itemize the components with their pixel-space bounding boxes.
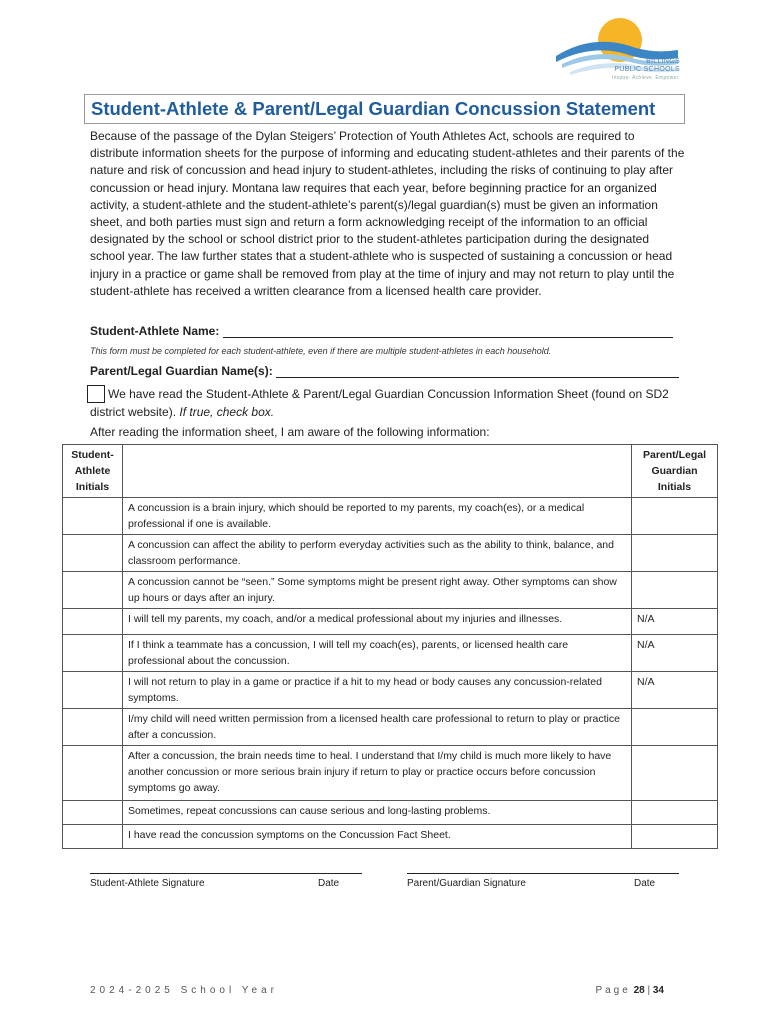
statement-cell: I have read the concussion symptoms on the Concussion Fact Sheet.: [123, 825, 632, 849]
table-header-row: [63, 445, 718, 498]
form-note: This form must be completed for each student-athlete, even if there are multiple student-athletes in each household.: [90, 346, 552, 356]
student-initials-cell[interactable]: [63, 672, 123, 709]
parent-initials-cell: N/A: [632, 635, 718, 672]
after-reading-text: After reading the information sheet, I am aware of the following information:: [90, 425, 490, 439]
student-initials-cell[interactable]: [63, 801, 123, 825]
student-initials-cell[interactable]: [63, 535, 123, 572]
student-initials-cell[interactable]: [63, 498, 123, 535]
table-row: [63, 535, 718, 572]
student-initials-cell[interactable]: [63, 709, 123, 746]
table-row: [63, 498, 718, 535]
statement-cell: If I think a teammate has a concussion, I will tell my coach(es), parents, or licensed health care professional about the concussion.: [123, 635, 632, 672]
table-row: [63, 635, 718, 672]
header-line: Student-: [71, 449, 114, 461]
statement-cell: I/my child will need written permission from a licensed health care professional to return to play or practice after a concussion.: [123, 709, 632, 746]
student-initials-cell[interactable]: [63, 572, 123, 609]
footer-school-year: 2024-2025 School Year: [90, 985, 278, 996]
header-line: Athlete: [74, 465, 111, 477]
parent-initials-cell[interactable]: [632, 746, 718, 801]
statement-cell: A concussion cannot be “seen.” Some symptoms might be present right away. Other symptoms can show up hours or days after an injury.: [123, 572, 632, 609]
logo-text: [600, 58, 680, 82]
table-row: [63, 572, 718, 609]
logo-tagline: Inspire. Achieve. Empower.: [611, 75, 680, 81]
checkbox-text: We have read the Student-Athlete & Parent/Legal Guardian Concussion Information Sheet (found on SD2 district website).: [90, 387, 669, 419]
parent-initials-cell[interactable]: [632, 535, 718, 572]
parent-initials-header: [632, 445, 718, 498]
parent-initials-cell: N/A: [632, 672, 718, 709]
footer-page-number: Page 28 | 34: [595, 985, 664, 996]
student-initials-header: [63, 445, 123, 498]
page-total: 34: [652, 985, 664, 996]
header-line: Initials: [657, 481, 692, 493]
parent-initials-cell[interactable]: [632, 801, 718, 825]
statement-header: [123, 445, 632, 498]
student-initials-cell[interactable]: [63, 746, 123, 801]
parent-signature-label: Parent/Guardian Signature: [407, 878, 526, 889]
logo-line-2: PUBLIC SCHOOLS: [614, 66, 680, 73]
parent-initials-cell: N/A: [632, 609, 718, 635]
parent-initials-cell[interactable]: [632, 709, 718, 746]
student-signature-label: Student-Athlete Signature: [90, 878, 205, 889]
statement-cell: I will not return to play in a game or practice if a hit to my head or body causes any concussion-related symptoms.: [123, 672, 632, 709]
title-box: [84, 94, 685, 124]
parent-initials-cell[interactable]: [632, 498, 718, 535]
table-row: [63, 609, 718, 635]
statement-cell: After a concussion, the brain needs time to heal. I understand that I/my child is much more likely to have another concussion or more serious brain injury if return to play or practice occurs before concussion symptoms go away.: [123, 746, 632, 801]
guardian-name-label: Parent/Legal Guardian Name(s): [90, 364, 269, 378]
header-line: Guardian: [651, 465, 698, 477]
student-initials-cell[interactable]: [63, 635, 123, 672]
checkbox-hint: If true, check box.: [179, 405, 275, 419]
parent-initials-cell[interactable]: [632, 572, 718, 609]
parent-initials-cell[interactable]: [632, 825, 718, 849]
student-initials-cell[interactable]: [63, 609, 123, 635]
header-line: Initials: [75, 481, 110, 493]
table-row: [63, 801, 718, 825]
statement-cell: A concussion can affect the ability to perform everyday activities such as the ability to think, balance, and classroom performance.: [123, 535, 632, 572]
student-date-label: Date: [318, 878, 340, 889]
statement-cell: Sometimes, repeat concussions can cause serious and long-lasting problems.: [123, 801, 632, 825]
guardian-name-field-row: Parent/Legal Guardian Name(s):: [90, 364, 679, 378]
parent-date-label: Date: [634, 878, 656, 889]
guardian-name-input[interactable]: [276, 364, 679, 378]
page-title: Student-Athlete & Parent/Legal Guardian Concussion Statement: [91, 98, 656, 119]
page-label: Page: [595, 985, 631, 996]
table-row: [63, 746, 718, 801]
acknowledgement-table: [62, 444, 718, 849]
student-name-field-row: Student-Athlete Name:: [90, 324, 673, 338]
header-line: Parent/Legal: [642, 449, 707, 461]
parent-signature-line[interactable]: [407, 873, 679, 874]
student-name-input[interactable]: [223, 324, 673, 338]
statement-cell: I will tell my parents, my coach, and/or a medical professional about my injuries and illnesses.: [123, 609, 632, 635]
logo-line-1: BILLINGS: [646, 58, 680, 65]
student-signature-line[interactable]: [90, 873, 362, 874]
student-initials-cell[interactable]: [63, 825, 123, 849]
table-row: [63, 672, 718, 709]
page-current: 28: [633, 985, 645, 996]
read-confirmation-checkbox[interactable]: [87, 385, 105, 403]
table-row: [63, 709, 718, 746]
statement-cell: A concussion is a brain injury, which should be reported to my parents, my coach(es), or a medical professional if one is available.: [123, 498, 632, 535]
table-row: [63, 825, 718, 849]
checkbox-statement: [90, 385, 686, 421]
student-name-label: Student-Athlete Name: [90, 324, 216, 338]
intro-paragraph: Because of the passage of the Dylan Steigers’ Protection of Youth Athletes Act, schools are required to distribute information sheets for the purpose of informing and educating student-athletes and their parents of the nature and risk of concussion and head injury to student-athletes, including the risks of continuing to play after concussion or head injury. Montana law requires that each year, before beginning practice for an organized activity, a student-athlete and the student-athlete’s parent(s)/legal guardian(s) must be given an information sheet, and both parties must sign and return a form acknowledging receipt of the information to an official designated by the school or school district prior to the student-athletes participation during the designated school year. The law further states that a student-athlete who is suspected of sustaining a concussion or head injury in a practice or game shall be removed from play at the time of injury and may not return to play until the student-athlete has received a written clearance from a licensed health care provider.: [90, 129, 685, 298]
